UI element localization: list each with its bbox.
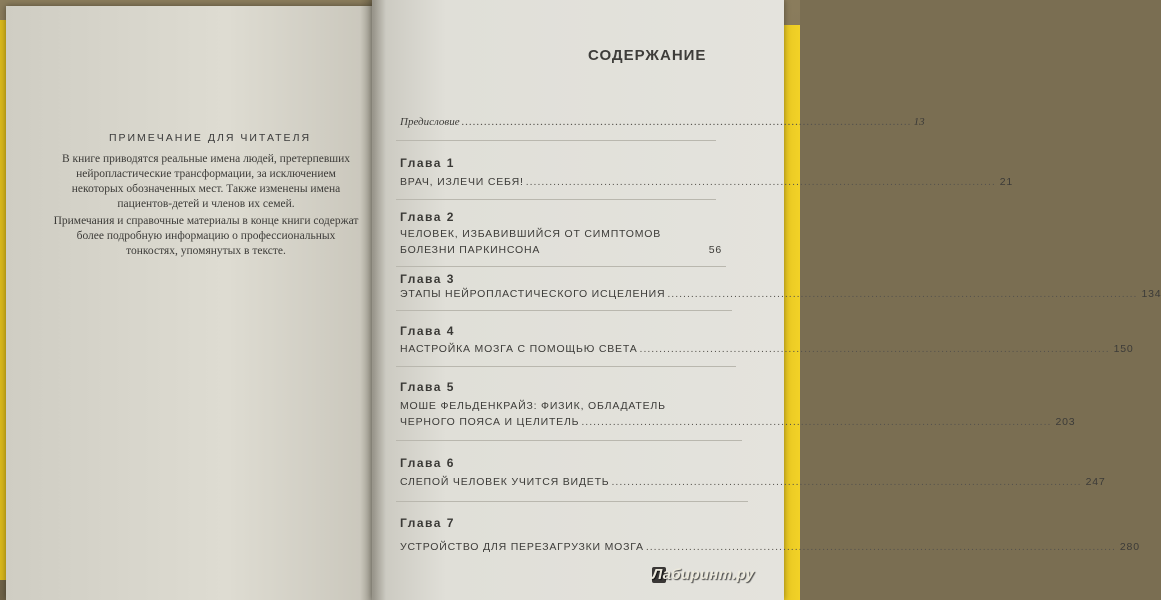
chapter-title-1 bbox=[400, 176, 1014, 188]
chapter-page-4: 150 bbox=[1113, 343, 1134, 355]
divider bbox=[396, 501, 748, 502]
chapter-title-2-line-2 bbox=[400, 244, 722, 256]
toc-preface-entry bbox=[400, 116, 925, 128]
chapter-title-4 bbox=[400, 343, 1134, 355]
chapter-title-5-line-1 bbox=[400, 400, 666, 412]
chapter-page-6: 247 bbox=[1085, 476, 1106, 488]
chapter-title-1-text: ВРАЧ, ИЗЛЕЧИ СЕБЯ! bbox=[400, 176, 524, 188]
divider bbox=[396, 266, 726, 267]
chapter-page-3: 134 bbox=[1141, 288, 1161, 300]
chapter-title-2-line-1 bbox=[400, 228, 661, 240]
chapter-page-5: 203 bbox=[1055, 416, 1076, 428]
toc-heading: СОДЕРЖАНИЕ bbox=[588, 47, 707, 64]
toc-preface-label: Предисловие bbox=[400, 116, 460, 128]
chapter-title-7-text: УСТРОЙСТВО ДЛЯ ПЕРЕЗАГРУЗКИ МОЗГА bbox=[400, 541, 644, 553]
divider bbox=[396, 199, 716, 200]
chapter-title-5-text-1: МОШЕ ФЕЛЬДЕНКРАЙЗ: ФИЗИК, ОБЛАДАТЕЛЬ bbox=[400, 400, 666, 412]
right-page bbox=[372, 0, 784, 600]
leader-dots: ........................................................................................................................ bbox=[581, 416, 1052, 428]
chapter-title-7 bbox=[400, 541, 1140, 553]
chapter-title-3-text: ЭТАПЫ НЕЙРОПЛАСТИЧЕСКОГО ИСЦЕЛЕНИЯ bbox=[400, 288, 666, 300]
leader-dots: ........................................................................................................................ bbox=[667, 288, 1138, 300]
divider bbox=[396, 366, 736, 367]
divider bbox=[396, 140, 716, 141]
leader-dots: ........................................................................................................................ bbox=[461, 116, 912, 128]
chapter-label-6: Глава 6 bbox=[400, 456, 455, 470]
chapter-label-3: Глава 3 bbox=[400, 272, 455, 286]
chapter-title-6-text: СЛЕПОЙ ЧЕЛОВЕК УЧИТСЯ ВИДЕТЬ bbox=[400, 476, 610, 488]
chapter-page-2: 56 bbox=[708, 244, 722, 256]
toc-preface-page: 13 bbox=[913, 116, 925, 128]
leader-dots: ........................................................................................................................ bbox=[645, 541, 1116, 553]
chapter-title-2-text-1: ЧЕЛОВЕК, ИЗБАВИВШИЙСЯ ОТ СИМПТОМОВ bbox=[400, 228, 662, 240]
watermark: Лабиринт.ру bbox=[652, 566, 755, 583]
chapter-title-6 bbox=[400, 476, 1106, 488]
chapter-page-1: 21 bbox=[999, 176, 1014, 188]
note-paragraph-2: Примечания и справочные материалы в конце книги содержат более подробную информацию о профессиональных тонкостях, упомянутых в тексте. bbox=[53, 215, 359, 257]
leader-dots: ........................................................................................................................ bbox=[525, 176, 996, 188]
leader-dots: ........................................................................................................................ bbox=[611, 476, 1082, 488]
note-title: ПРИМЕЧАНИЕ ДЛЯ ЧИТАТЕЛЯ bbox=[108, 132, 312, 144]
chapter-label-1: Глава 1 bbox=[400, 156, 455, 170]
book-gutter bbox=[360, 0, 386, 600]
leader-spacer bbox=[542, 244, 705, 256]
divider bbox=[396, 440, 742, 441]
chapter-label-4: Глава 4 bbox=[400, 324, 455, 338]
chapter-title-3 bbox=[400, 288, 1161, 300]
divider bbox=[396, 310, 732, 311]
chapter-title-5-line-2 bbox=[400, 416, 1076, 428]
note-paragraph-1: В книге приводятся реальные имена людей, претерпевших нейропластические трансформации, за исключением некоторых обозначенных мест. Также изменены имена пациентов-детей и членов их семей. bbox=[61, 153, 351, 210]
chapter-label-7: Глава 7 bbox=[400, 516, 455, 530]
chapter-page-7: 280 bbox=[1119, 541, 1140, 553]
left-page bbox=[6, 6, 374, 600]
chapter-title-2-text-2: БОЛЕЗНИ ПАРКИНСОНА bbox=[400, 244, 541, 256]
chapter-label-2: Глава 2 bbox=[400, 210, 455, 224]
chapter-title-5-text-2: ЧЕРНОГО ПОЯСА И ЦЕЛИТЕЛЬ bbox=[400, 416, 580, 428]
chapter-title-4-text: НАСТРОЙКА МОЗГА С ПОМОЩЬЮ СВЕТА bbox=[400, 343, 638, 355]
chapter-label-5: Глава 5 bbox=[400, 380, 455, 394]
leader-dots: ........................................................................................................................ bbox=[639, 343, 1110, 355]
